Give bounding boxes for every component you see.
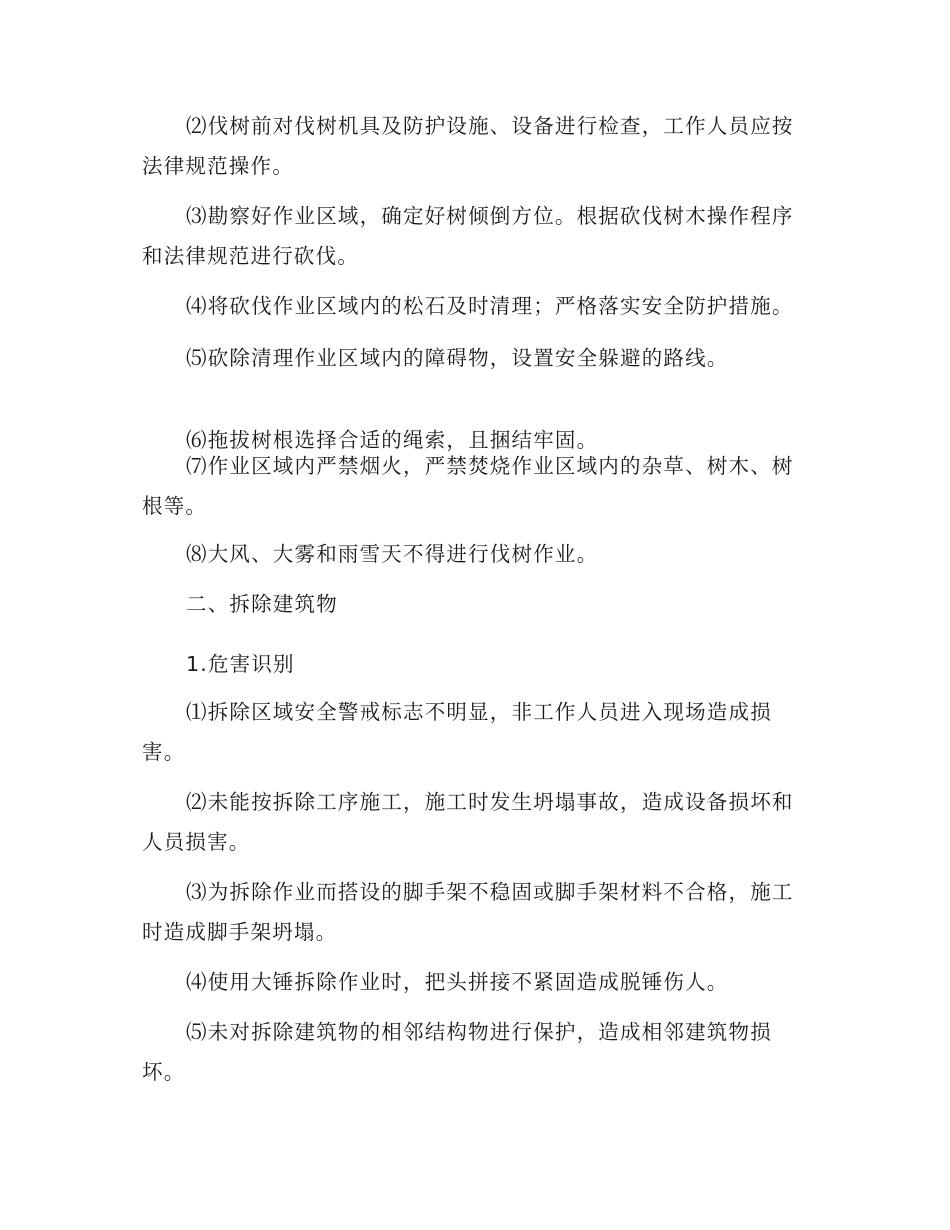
paragraph-warning-signs: ⑴拆除区域安全警戒标志不明显，非工作人员进入现场造成损害。 [142,700,772,764]
paragraph-adjacent-structures: ⑸未对拆除建筑物的相邻结构物进行保护，造成相邻建筑物损坏。 [142,1020,772,1084]
paragraph-sledgehammer: ⑷使用大锤拆除作业时，把头拼接不紧固造成脱锤伤人。 [186,970,729,994]
section-heading-demolition: 二、拆除建筑物 [186,592,338,616]
paragraph-tree-felling-inspection: ⑵伐树前对伐树机具及防护设施、设备进行检查，工作人员应按法律规范操作。 [142,114,794,178]
paragraph-scaffolding: ⑶为拆除作业而搭设的脚手架不稳固或脚手架材料不合格，施工时造成脚手架坍塌。 [142,880,794,944]
paragraph-survey-work-area: ⑶勘察好作业区域，确定好树倾倒方位。根据砍伐树木操作程序和法律规范进行砍伐。 [142,204,794,268]
paragraph-root-pulling-rope: ⑹拖拔树根选择合适的绳索，且捆结牢固。 [186,428,599,452]
paragraph-clear-loose-stones: ⑷将砍伐作业区域内的松石及时清理；严格落实安全防护措施。 [186,294,794,318]
subheading-hazard-identification: 1.危害识别 [186,652,295,676]
paragraph-bad-weather: ⑻大风、大雾和雨雪天不得进行伐树作业。 [186,542,599,566]
paragraph-demolition-sequence: ⑵未能按拆除工序施工，施工时发生坍塌事故，造成设备损坏和人员损害。 [142,790,794,854]
paragraph-no-fire: ⑺作业区域内严禁烟火，严禁焚烧作业区域内的杂草、树木、树根等。 [142,454,794,518]
paragraph-remove-obstacles: ⑸砍除清理作业区域内的障碍物，设置安全躲避的路线。 [186,346,729,370]
